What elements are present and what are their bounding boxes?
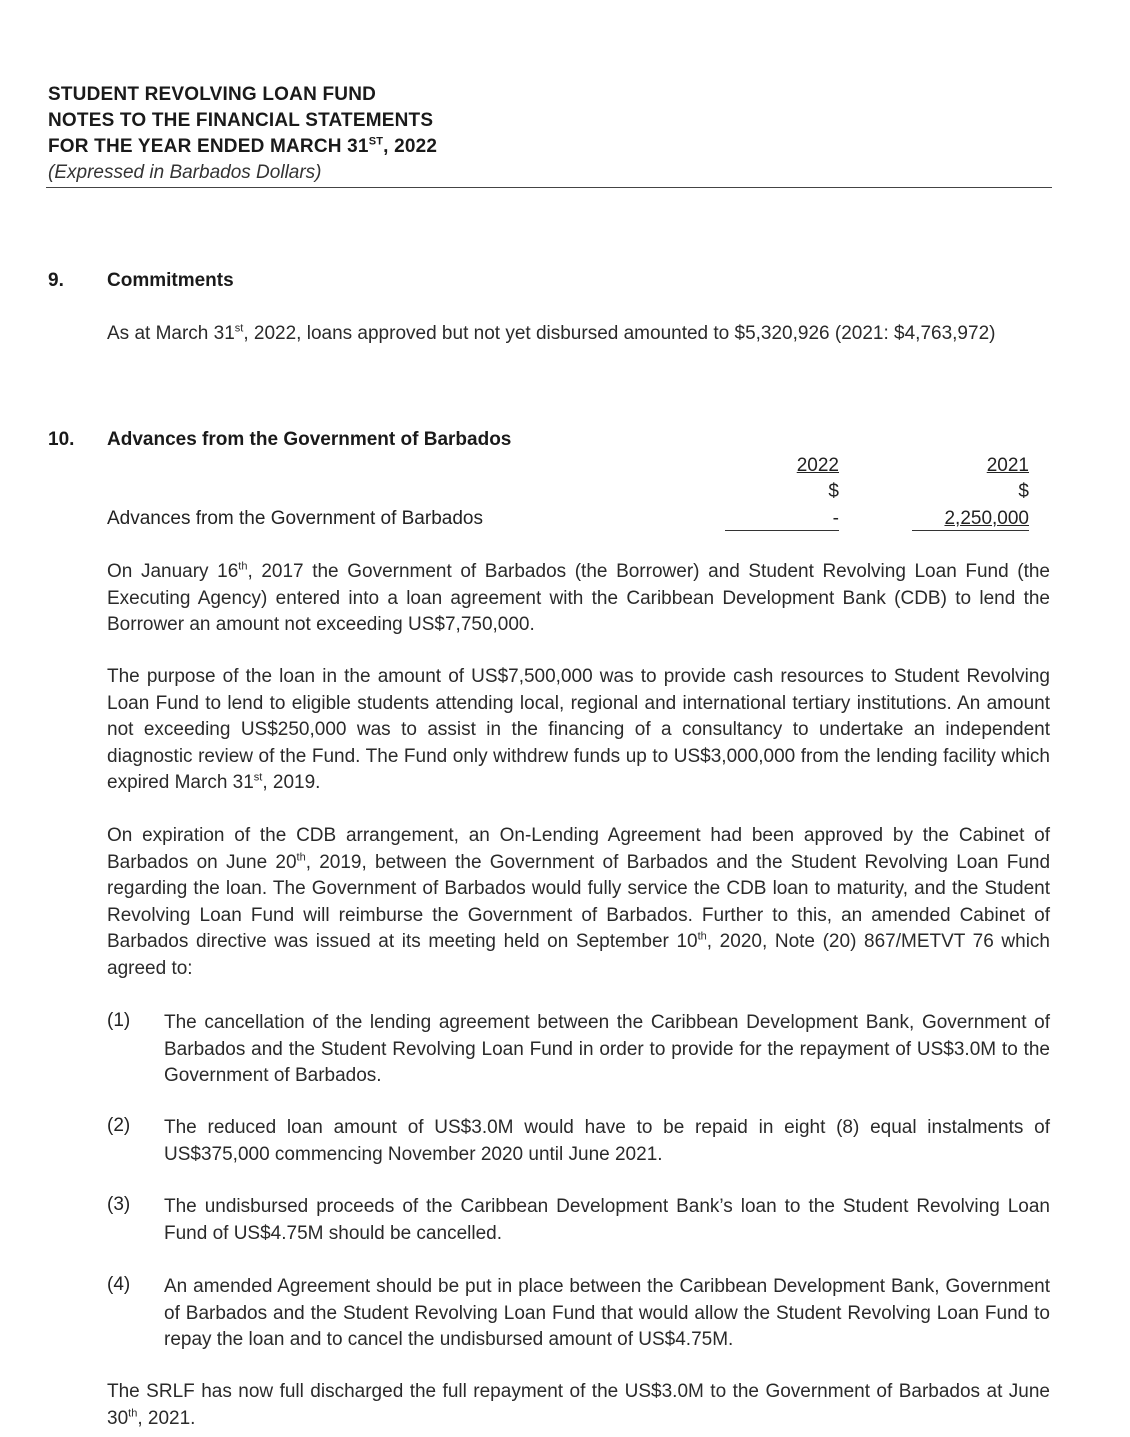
currency-2021: $ <box>1018 481 1029 502</box>
list-item: An amended Agreement should be put in place between the Caribbean Development Bank, Government of Barbados and the Student Revolving Loan Fund that would allow the Student Revolving Loan Fund to repay the loan and to cancel the undisbursed amount of US$4.75M. <box>164 1276 1050 1350</box>
section-9-number: 9. <box>48 270 64 291</box>
list-item-number: (3) <box>107 1194 131 1215</box>
section-10-paragraph-1: On January 16th, 2017 the Government of Barbados (the Borrower) and Student Revolving Loan Fund (the Executing Agency) entered into a loan agreement with the Caribbean Development Bank (CDB) to lend the Borrower an amount not exceeding US$7,750,000. <box>107 560 1050 635</box>
header-title: STUDENT REVOLVING LOAN FUND <box>48 84 377 105</box>
header-divider <box>46 187 1052 188</box>
column-header-2021: 2021 <box>986 455 1029 476</box>
header-period: FOR THE YEAR ENDED MARCH 31ST, 2022 <box>48 135 438 157</box>
list-item-number: (2) <box>107 1115 131 1136</box>
section-10-title: Advances from the Government of Barbados <box>107 429 512 450</box>
header-notes-title: NOTES TO THE FINANCIAL STATEMENTS <box>48 110 434 131</box>
header-currency-note: (Expressed in Barbados Dollars) <box>48 162 322 183</box>
section-10-paragraph-4: The SRLF has now full discharged the full repayment of the US$3.0M to the Government of Barbados at June 30th, 2021. <box>107 1381 1050 1429</box>
list-item: The reduced loan amount of US$3.0M would have to be repaid in eight (8) equal instalments of US$375,000 commencing November 2020 until June 2021. <box>164 1117 1050 1165</box>
value-2021: 2,250,000 <box>912 508 1029 531</box>
section-9-paragraph: As at March 31st, 2022, loans approved but not yet disbursed amounted to $5,320,926 (2021: $4,763,972) <box>107 322 996 344</box>
column-header-2022: 2022 <box>796 455 839 476</box>
list-item: The undisbursed proceeds of the Caribbean Development Bank’s loan to the Student Revolving Loan Fund of US$4.75M should be cancelled. <box>164 1196 1050 1244</box>
value-2022: - <box>725 508 839 531</box>
table-row-label: Advances from the Government of Barbados <box>107 508 483 529</box>
currency-2022: $ <box>828 481 839 502</box>
list-item: The cancellation of the lending agreement between the Caribbean Development Bank, Government of Barbados and the Student Revolving Loan Fund in order to provide for the repayment of US$3.0M to the Government of Barbados. <box>164 1012 1050 1086</box>
document-header <box>48 82 1052 186</box>
list-item-number: (1) <box>107 1010 131 1031</box>
section-10-number: 10. <box>48 429 75 450</box>
section-10-paragraph-2: The purpose of the loan in the amount of US$7,500,000 was to provide cash resources to Student Revolving Loan Fund to lend to eligible students attending local, regional and international tertiary institutions. An amount not exceeding US$250,000 was to assist in the financing of a consultancy to undertake an independent diagnostic review of the Fund. The Fund only withdrew funds up to US$3,000,000 from the lending facility which expired March 31st, 2019. <box>107 666 1050 793</box>
list-item-number: (4) <box>107 1274 131 1295</box>
section-10-paragraph-3: On expiration of the CDB arrangement, an On-Lending Agreement had been approved by the Cabinet of Barbados on June 20th, 2019, between the Government of Barbados and the Student Revolving Loan Fund regarding the loan. The Government of Barbados would fully service the CDB loan to maturity, and the Student Revolving Loan Fund will reimburse the Government of Barbados. Further to this, an amended Cabinet of Barbados directive was issued at its meeting held on September 10th, 2020, Note (20) 867/METVT 76 which agreed to: <box>107 825 1051 979</box>
section-9-title: Commitments <box>107 270 234 291</box>
